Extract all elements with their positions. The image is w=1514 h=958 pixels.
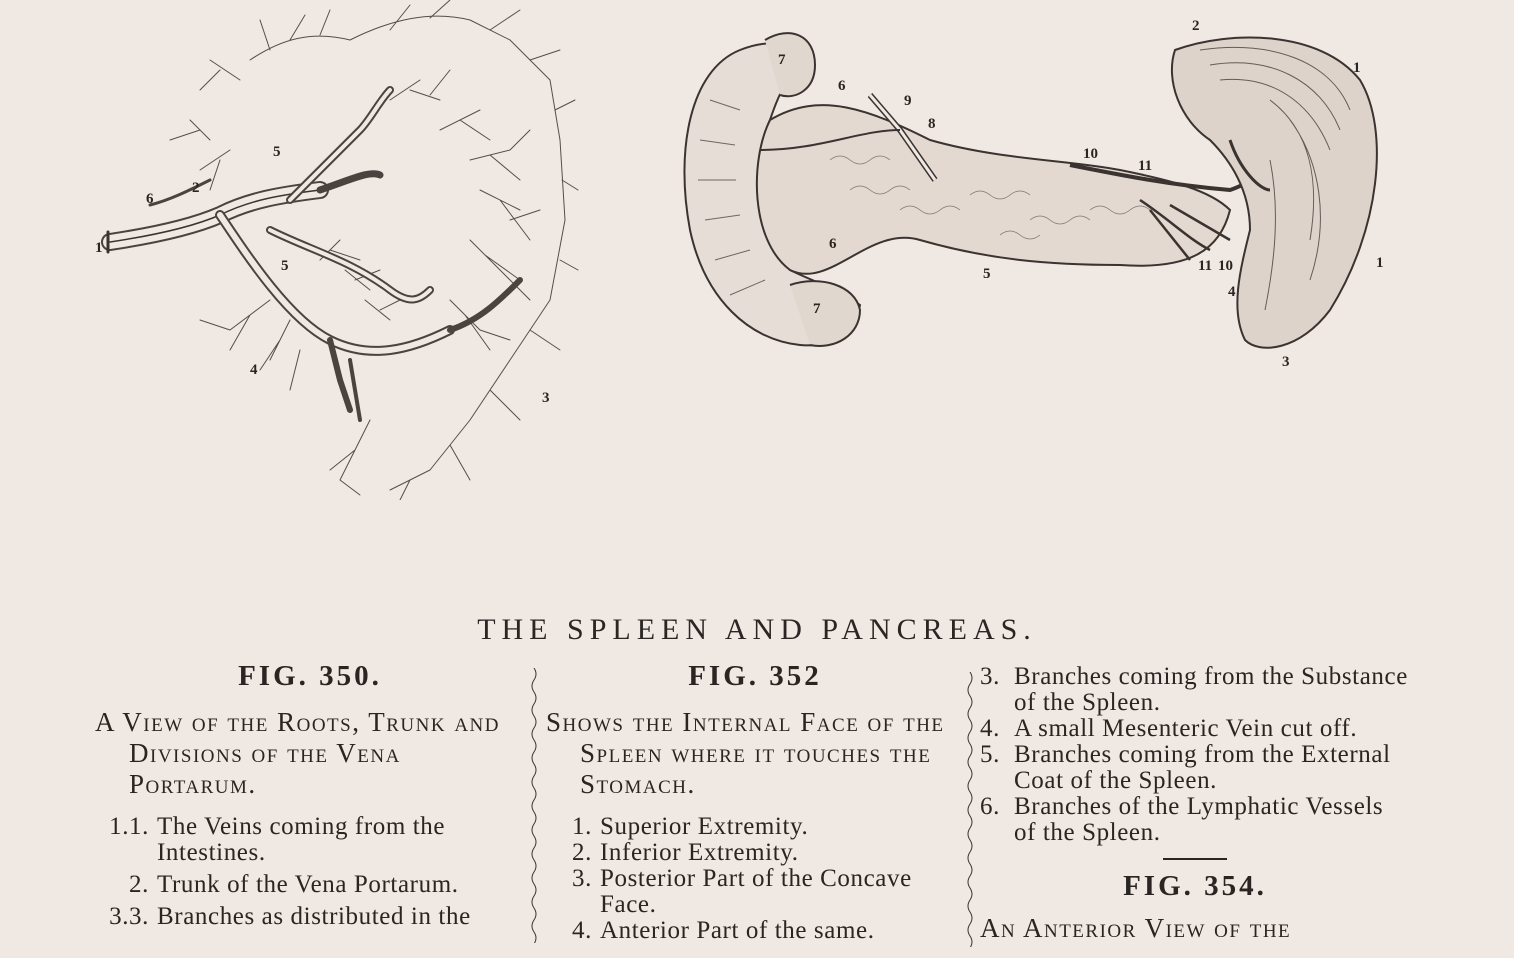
fig352-label: 5 [983,266,991,282]
fig352-label: 8 [928,116,936,132]
fig-caption: Shows the Internal Face of the Spleen where it touches the Stomach. [546,707,945,799]
fig352-label: 7 [778,52,786,68]
figure-352-illustration [670,10,1400,380]
legend-column-continued [980,664,1410,958]
fig352-label: 10 [1083,146,1098,162]
fig352-label: 11 [1198,258,1213,274]
legend-number: 6. [980,793,1000,820]
legend-column-fig-352 [546,660,964,944]
legend-item [546,918,964,944]
legend-text: Anterior Part of the same. [600,917,875,944]
fig352-label: 11 [1138,158,1153,174]
fig-heading: FIG. 354. [1123,870,1267,902]
fig352-label: 1 [1376,255,1384,271]
fig350-label: 4 [250,362,258,378]
fig352-label: 7 [813,301,821,317]
legend-text: Branches coming from the Substance of the Spleen. [1014,663,1408,716]
legend-number: 3. [572,865,592,892]
fig350-label: 1 [95,240,103,256]
legend-column-fig-350 [95,660,525,930]
fig352-label: 2 [1192,18,1200,34]
legend-text: Branches of the Lymphatic Vessels of the Spleen. [1014,793,1384,846]
legend-text: The Veins coming from the Intestines. [157,813,446,866]
fig352-label: 4 [1228,284,1236,300]
fig352-label: 6 [829,236,837,252]
legend-list [546,814,964,944]
legend-number: 2. [129,871,149,898]
legend-item [546,814,964,840]
legend-item [95,814,525,866]
legend-number: 2. [572,839,592,866]
legend-number: 4. [572,917,592,944]
fig-caption: A View of the Roots, Trunk and Divisions of the Vena Portarum. [95,707,500,799]
plate-title: THE SPLEEN AND PANCREAS. [477,613,1037,647]
section-rule [1163,858,1227,860]
legend-text: Branches as distributed in the [157,903,471,930]
legend-text: A small Mesenteric Vein cut off. [1014,715,1358,742]
legend-number: 1.1. [109,813,149,840]
legend-text: Branches coming from the External Coat of the Spleen. [1014,741,1391,794]
legend-number: 3.3. [109,903,149,930]
legend-item [546,866,964,918]
fig352-label: 1 [1353,60,1361,76]
fig352-label: 6 [838,78,846,94]
column-divider [966,672,974,947]
legend-item [95,904,525,930]
legend-number: 5. [980,741,1000,768]
fig350-label: 6 [146,191,154,207]
fig352-label: 3 [1282,354,1290,370]
legend-list [980,664,1410,846]
fig352-label: 10 [1218,258,1233,274]
column-divider [530,668,538,943]
fig-heading: FIG. 352 [688,660,822,692]
figure-350-illustration [90,0,580,500]
legend-number: 3. [980,663,1000,690]
legend-item [546,840,964,866]
legend-text: Inferior Extremity. [600,839,799,866]
legend-item [980,664,1410,716]
legend-item [95,872,525,898]
legend-item [980,794,1410,846]
legend-text: Trunk of the Vena Portarum. [157,871,459,898]
legend-list [95,814,525,930]
fig350-label: 5 [273,144,281,160]
legend-item [980,742,1410,794]
legend-number: 4. [980,715,1000,742]
legend-text: Superior Extremity. [600,813,809,840]
fig350-label: 2 [192,180,200,196]
fig350-label: 5 [281,258,289,274]
fig-caption: An Anterior View of the [980,913,1292,943]
fig350-label: 3 [542,390,550,406]
fig352-label: 9 [904,93,912,109]
legend-text: Posterior Part of the Concave Face. [600,865,912,918]
legend-item [980,716,1410,742]
fig-heading: FIG. 350. [238,660,382,692]
legend-number: 1. [572,813,592,840]
